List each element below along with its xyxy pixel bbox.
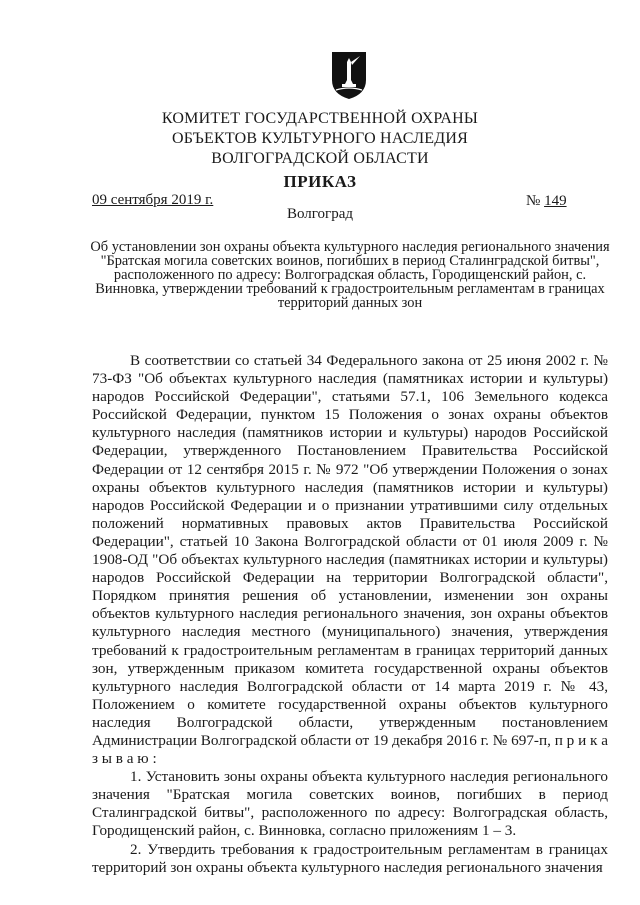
committee-name-line-2: ОБЪЕКТОВ КУЛЬТУРНОГО НАСЛЕДИЯ xyxy=(171,130,469,147)
clause-1-paragraph: 1. Установить зоны охраны объекта культурного наследия регионального значения "Братская могила советских воинов, погибших в период Сталинградской битвы", расположенного по адресу: Волгоградская область, Городищенский район, с. Винновка, согласно приложениям 1 – 3. xyxy=(92,768,608,840)
order-body xyxy=(92,352,608,877)
committee-name-line-3: ВОЛГОГРАДСКОЙ ОБЛАСТИ xyxy=(211,150,429,167)
order-number-prefix: № xyxy=(526,193,541,209)
clause-2-paragraph: 2. Утвердить требования к градостроительным регламентам в границах территорий зон охраны объекта культурного наследия регионального значения xyxy=(92,840,608,876)
committee-name-line-1: КОМИТЕТ ГОСУДАРСТВЕННОЙ ОХРАНЫ xyxy=(161,110,479,127)
order-number-value: 149 xyxy=(544,193,567,209)
volgograd-region-coat-of-arms-icon xyxy=(330,50,368,100)
order-date: 09 сентября 2019 г. xyxy=(92,192,214,208)
preamble-paragraph: В соответствии со статьей 34 Федерального закона от 25 июня 2002 г. № 73-ФЗ "Об объектах культурного наследия (памятниках истории и культуры) народов Российской Федерации", статьями 57.1, 106 Земельного кодекса Российской Федерации, пунктом 15 Положения о зонах охраны объектов культурного наследия (памятников истории и культуры) народов Российской Федерации, утвержденного Постановлением Правительства Российской Федерации от 12 сентября 2015 г. № 972 "Об утверждении Положения о зонах охраны объектов культурного наследия (памятников истории и культуры) народов Российской Федерации и о признании утратившими силу отдельных положений нормативных правовых актов Правительства Российской Федерации", статьей 10 Закона Волгоградской области от 01 июля 2009 г. № 1908-ОД "Об объектах культурного наследия (памятниках истории и культуры) народов Российской Федерации на территории Волгоградской области", Порядком принятия решения об установлении, изменении зон охраны объектов культурного наследия регионального значения, зон охраны объектов культурного наследия местного (муниципального) значения, утверждения требований к градостроительным регламентам в границах территорий данных зон, утвержденным приказом комитета государственной охраны объектов культурного наследия Волгоградской области от 14 марта 2019 г. № 43, Положением о комитете государственной охраны объектов культурного наследия Волгоградской области, утвержденным постановлением Администрации Волгоградской области от 19 декабря 2016 г. № 697-п, п р и к а з ы в а ю : xyxy=(92,352,608,768)
document-title: ПРИКАЗ xyxy=(283,172,357,191)
order-city: Волгоград xyxy=(286,206,353,222)
order-subject: Об установлении зон охраны объекта культурного наследия регионального значения "Братская могила советских воинов, погибших в период Сталинградской битвы", расположенного по адресу: Волгоградская область, Городищенский район, с. Винновка, утверждении требований к градостроительным регламентам в границах территорий данных зон xyxy=(90,239,610,311)
